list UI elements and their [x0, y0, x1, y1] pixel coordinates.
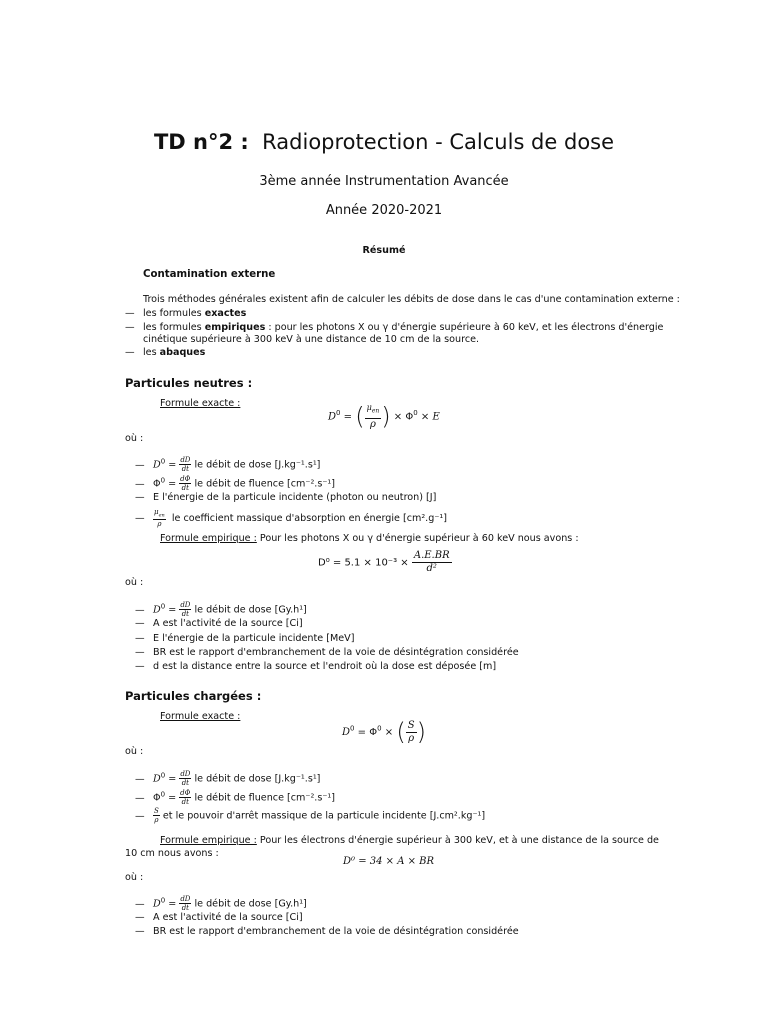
list-item: — $D^0$ = $\frac{dD}{dt}$ le débit de dose [J.kg⁻¹.s¹]	[135, 770, 321, 787]
list-item: — $\frac{\mu_{en}}{\rho}$ le coefficient massique d'absorption en énergie [cm².g⁻¹]	[135, 508, 447, 529]
ou-label: où :	[125, 577, 144, 588]
neutral-emp-formula: D⁰ = 5.1 × 10⁻³ × $\frac{A.E.BR}{\text{d²}}$	[318, 550, 450, 574]
list-item: — les abaques	[125, 347, 206, 358]
ou-label: où :	[125, 433, 144, 444]
resume-heading: Résumé	[362, 245, 406, 256]
neutral-exact-label: Formule exacte :	[160, 398, 241, 409]
charged-emp-formula: D⁰ = 34 × A × BR	[343, 856, 435, 867]
contamination-heading: Contamination externe	[143, 269, 276, 280]
ou-label: où :	[125, 746, 144, 757]
neutral-heading: Particules neutres :	[125, 376, 253, 390]
list-item: — $\Phi^0$ = $\frac{d\Phi}{dt}$ le débit de fluence [cm⁻².s⁻¹]	[135, 789, 335, 806]
list-item: — $D^0$ = $\frac{dD}{dt}$ le débit de dose [J.kg⁻¹.s¹]	[135, 456, 321, 473]
subtitle: 3ème année Instrumentation Avancée	[259, 174, 509, 189]
ou-label: où :	[125, 872, 144, 883]
list-item: — A est l'activité de la source [Ci]	[135, 618, 303, 629]
list-item: — $D^0$ = $\frac{dD}{dt}$ le débit de dose [Gy.h¹]	[135, 601, 307, 618]
list-item: — $\frac{S}{\rho}$ et le pouvoir d'arrêt massique de la particule incidente [J.cm².kg⁻¹]	[135, 807, 486, 824]
list-item: — BR est le rapport d'embranchement de la voie de désintégration considérée	[135, 926, 519, 937]
list-item: — d est la distance entre la source et l'endroit où la dose est déposée [m]	[135, 661, 497, 672]
charged-heading: Particules chargées :	[125, 689, 262, 703]
charged-emp-line: Formule empirique : Pour les électrons d'énergie supérieur à 300 keV, et à une distance de la source de	[160, 835, 659, 846]
list-item: — $D^0$ = $\frac{dD}{dt}$ le débit de dose [Gy.h¹]	[135, 895, 307, 912]
charged-emp-line2: 10 cm nous avons :	[125, 848, 219, 859]
list-item: — E l'énergie de la particule incidente [MeV]	[135, 633, 355, 644]
charged-exact-formula: $D^0 = \Phi^0$ × ( $\frac{S}{\rho}$ )	[342, 718, 426, 746]
list-item: — les formules exactes	[125, 308, 247, 319]
title-bold: TD n°2 :	[153, 130, 249, 154]
page-title	[0, 130, 768, 154]
charged-exact-label: Formule exacte :	[160, 711, 241, 722]
intro-text: Trois méthodes générales existent afin de calculer les débits de dose dans le cas d'une contamination externe :	[143, 294, 680, 305]
list-item: — A est l'activité de la source [Ci]	[135, 912, 303, 923]
list-item-cont: cinétique supérieure à 300 keV à une distance de 10 cm de la source.	[143, 334, 480, 345]
year: Année 2020-2021	[325, 203, 443, 218]
neutral-emp-line: Formule empirique : Pour les photons X ou γ d'énergie supérieur à 60 keV nous avons :	[160, 533, 579, 544]
list-item: — les formules empiriques : pour les photons X ou γ d'énergie supérieure à 60 keV, et les électrons d'énergie	[125, 322, 664, 333]
list-item: — $\Phi^0$ = $\frac{d\Phi}{dt}$ le débit de fluence [cm⁻².s⁻¹]	[135, 475, 335, 492]
neutral-exact-formula: $D^0$ = ( $\frac{\mu_{en}}{\rho}$ ) × $\Phi^0 \times E$	[328, 402, 440, 431]
title-rest: Radioprotection - Calculs de dose	[262, 130, 615, 154]
list-item: — E l'énergie de la particule incidente (photon ou neutron) [J]	[135, 492, 437, 503]
list-item: — BR est le rapport d'embranchement de la voie de désintégration considérée	[135, 647, 519, 658]
